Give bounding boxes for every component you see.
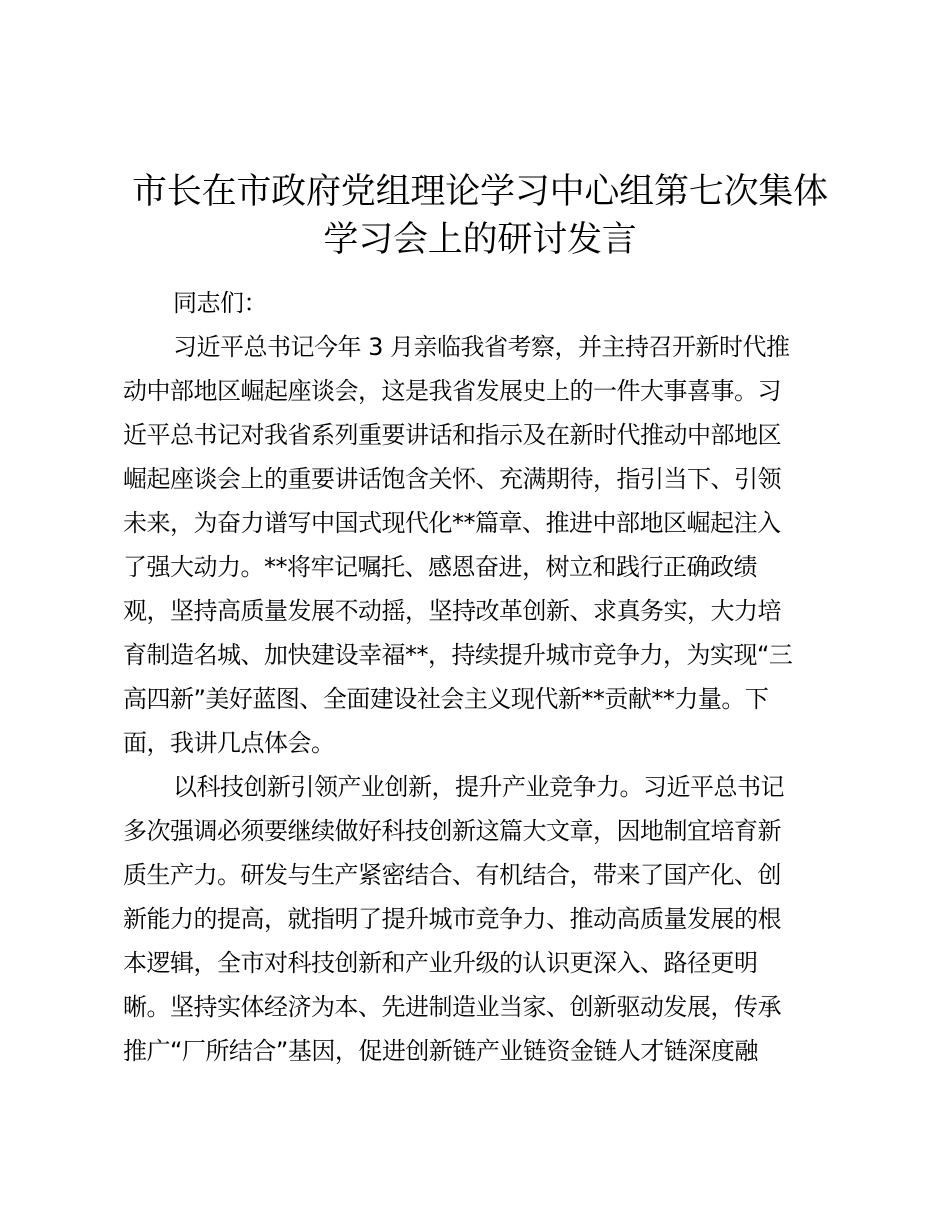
- paragraph-line: 推广“厂所结合”基因，促进创新链产业链资金链人才链深度融: [123, 1037, 758, 1065]
- paragraph-line: 习近平总书记今年 3 月亲临我省考察，并主持召开新时代推: [173, 333, 790, 361]
- paragraph-line: 观，坚持高质量发展不动摇，坚持改革创新、求真务实，大力培: [123, 597, 781, 625]
- title-line-2: 学习会上的研讨发言: [323, 220, 637, 260]
- title-line-1: 市长在市政府党组理论学习中心组第七次集体: [131, 172, 828, 212]
- paragraph-line: 多次强调必须要继续做好科技创新这篇大文章，因地制宜培育新: [123, 817, 781, 845]
- paragraph-line: 高四新”美好蓝图、全面建设社会主义现代新**贡献**力量。下: [123, 685, 769, 713]
- paragraph-line: 以科技创新引领产业创新，提升产业竞争力。习近平总书记: [173, 773, 784, 801]
- paragraph-line: 质生产力。研发与生产紧密结合、有机结合，带来了国产化、创: [123, 861, 781, 889]
- salutation: 同志们：: [173, 289, 267, 317]
- paragraph-line: 了强大动力。**将牢记嘱托、感恩奋进，树立和践行正确政绩: [123, 553, 757, 581]
- paragraph-line: 晰。坚持实体经济为本、先进制造业当家、创新驱动发展，传承: [123, 993, 781, 1021]
- paragraph-line: 本逻辑，全市对科技创新和产业升级的认识更深入、路径更明: [123, 949, 758, 977]
- paragraph-line: 崛起座谈会上的重要讲话饱含关怀、充满期待，指引当下、引领: [123, 465, 781, 493]
- paragraph-2: [123, 765, 838, 1073]
- paragraph-line: 未来，为奋力谱写中国式现代化**篇章、推进中部地区崛起注入: [123, 509, 781, 537]
- document-body: [123, 281, 838, 1073]
- paragraph-line: 育制造名城、加快建设幸福**，持续提升城市竞争力，为实现“三: [123, 641, 793, 669]
- paragraph-line: 近平总书记对我省系列重要讲话和指示及在新时代推动中部地区: [123, 421, 781, 449]
- paragraph-line: 新能力的提高，就指明了提升城市竞争力、推动高质量发展的根: [123, 905, 781, 933]
- paragraph-line: 面，我讲几点体会。: [123, 729, 335, 757]
- document-title: [100, 168, 860, 264]
- paragraph-line: 动中部地区崛起座谈会，这是我省发展史上的一件大事喜事。习: [123, 377, 781, 405]
- paragraph-1: [123, 325, 838, 765]
